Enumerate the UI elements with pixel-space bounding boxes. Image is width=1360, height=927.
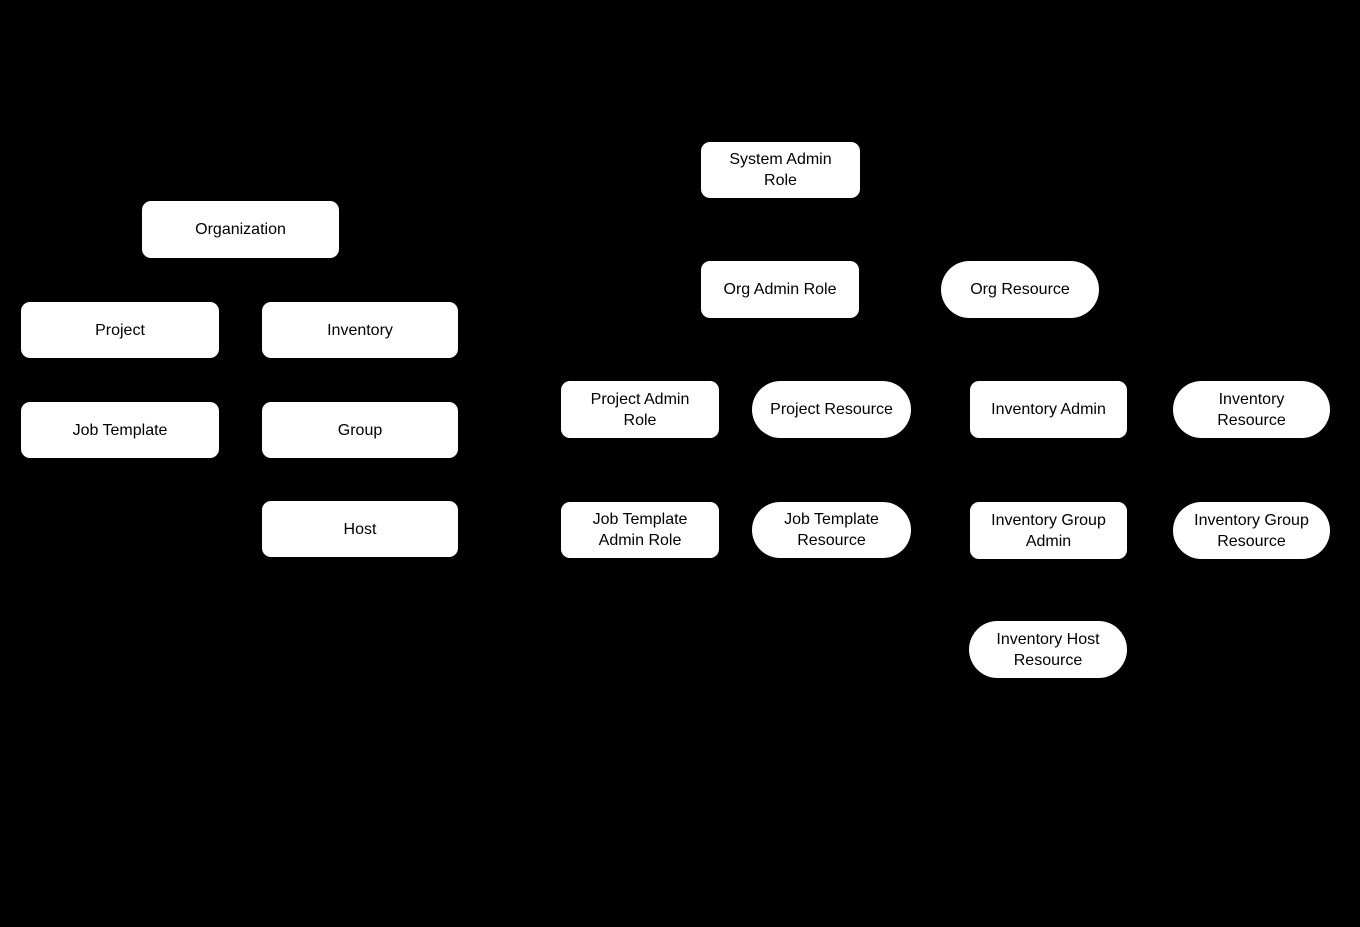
diagram-node-project xyxy=(21,302,219,358)
node-label-line: Job Template xyxy=(72,421,168,439)
diagram-node-system-admin-role xyxy=(701,142,860,198)
diagram-node-inventory-group-admin xyxy=(970,502,1127,559)
node-label-line: Resource xyxy=(1217,532,1286,550)
node-label-line: Job Template xyxy=(592,511,688,528)
node-label-line: Inventory Admin xyxy=(991,401,1106,418)
node-label-line: Org Resource xyxy=(970,281,1070,298)
node-label-line: Org Admin Role xyxy=(723,281,837,298)
diagram-node-org-resource xyxy=(941,261,1099,318)
diagram-node-inventory-group-resource xyxy=(1173,502,1330,559)
diagram-node-inventory-admin xyxy=(970,381,1127,438)
diagram-node-job-template-admin-role xyxy=(561,502,719,558)
diagram-node-organization xyxy=(142,201,339,258)
node-label-line: Resource xyxy=(1013,651,1083,669)
node-label-line: Admin Role xyxy=(598,532,682,549)
node-label-line: System Admin xyxy=(729,151,832,168)
node-label-line: Host xyxy=(343,520,377,538)
node-label-line: Admin xyxy=(1025,532,1072,550)
node-label-line: Inventory xyxy=(1218,390,1285,408)
diagram-node-inventory-resource xyxy=(1173,381,1330,438)
diagram-node-job-template xyxy=(21,402,219,458)
diagram-node-project-resource xyxy=(752,381,911,438)
diagram-node-inventory xyxy=(262,302,458,358)
node-label-line: Role xyxy=(623,411,657,429)
diagram-node-job-template-resource xyxy=(752,502,911,558)
node-label-line: Inventory Group xyxy=(991,511,1106,529)
diagram-node-group xyxy=(262,402,458,458)
node-label-line: Inventory Group xyxy=(1194,511,1309,529)
node-label-line: Inventory xyxy=(327,321,393,339)
node-label-line: Project xyxy=(95,321,145,339)
diagram-node-project-admin-role xyxy=(561,381,719,438)
diagram-node-host xyxy=(262,501,458,557)
node-label-line: Project Admin xyxy=(590,390,690,408)
node-label-line: Resource xyxy=(797,532,866,549)
diagram-node-org-admin-role xyxy=(701,261,859,318)
node-label-line: Project Resource xyxy=(770,401,893,418)
diagram-node-inventory-host-resource xyxy=(969,621,1127,678)
node-label-line: Group xyxy=(337,421,383,439)
node-label-line: Resource xyxy=(1217,411,1286,429)
node-label-line: Organization xyxy=(195,221,286,238)
node-label-line: Job Template xyxy=(784,511,879,528)
node-label-line: Inventory Host xyxy=(996,630,1100,648)
node-label-line: Role xyxy=(764,172,797,189)
